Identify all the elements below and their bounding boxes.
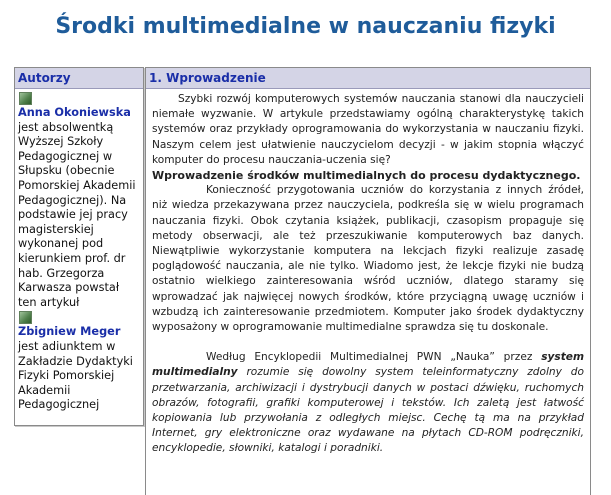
author-name-link[interactable]: Anna Okoniewska <box>18 106 131 119</box>
author-bio: jest absolwentką Wyższej Szkoły Pedagogicznej w Słupsku (obecnie Pomorskiej Akademii Pedagogicznej). Na podstawie jej pracy magisterskiej wykonanej pod kierunkiem prof. dr hab. Grzegorza Karwasza powstał ten artykuł <box>18 120 136 309</box>
definition-term: system multimedialny <box>152 351 584 379</box>
authors-header: Autorzy <box>15 68 143 89</box>
author-name-link[interactable]: Zbigniew Meger <box>18 325 121 339</box>
authors-panel <box>14 67 144 426</box>
intro-paragraph: Szybki rozwój komputerowych systemów nauczania stanowi dla nauczycieli niemałe wyzwanie. W artykule przedstawiamy ogólną charakterystykę takich systemów oraz przykłady oprogramowania do wykorzystania w nauczaniu fizyki. Naszym celem jest ułatwienie nauczycielom decyzji - w jakim stopnia włączyć komputer do procesu nauczania-uczenia się? <box>152 93 584 166</box>
definition-text: rozumie się dowolny system teleinformatyczny zdolny do przetwarzania, archiwizacji i dystrybucji danych w postaci dźwięku, ruchomych obrazów, fotografii, grafiki komputerowej i tekstów. Ich zaletą jest łatwość kopiowania lub przywołania z odległych miejsc. Cechę tą ma na przykład Internet, gry elektroniczne oraz wydawane na płytach CD-ROM podręczniki, encyklopedie, słowniki, katalogi i poradniki. <box>152 366 584 455</box>
author-bio: jest adiunktem w Zakładzie Dydaktyki Fizyki Pomorskiej Akademii Pedagogicznej <box>18 339 133 412</box>
intro-content <box>146 89 590 457</box>
author-entry <box>18 92 140 310</box>
page-right-edge <box>591 67 611 495</box>
author-photo-icon[interactable] <box>19 311 32 324</box>
body-paragraph: Konieczność przygotowania uczniów do korzystania z innych źródeł, niż wiedza przekazywana przez nauczyciela, podkreśla się w wielu programach nauczania fizyki. Obok czytania książek, publikacji, czasopism propaguje się metody obserwacji, ale też przeszukiwanie komputerowych baz danych. Niewątpliwie wykorzystanie komputera na lekcjach fizyki realizuje zasadę poglądowość nauczania, ale nie tylko. Wiadomo jest, że lekcje fizyki nie budzą ostatnio wielkiego zainteresowania wśród uczniów, dlatego staramy się wprowadzać jak najwięcej nowych środków, które przyciągną uwagę uczniów i wzbudzą ich zainteresowanie przedmiotem. Komputer jako środek dydaktyczny wyposażony w oprogramowanie multimedialne sprawdza się tu doskonale. <box>152 184 584 334</box>
intro-header: 1. Wprowadzenie <box>146 68 590 89</box>
authors-list <box>15 89 143 413</box>
definition-paragraph <box>152 350 584 456</box>
section-subheading: Wprowadzenie środków multimedialnych do procesu dydaktycznego. <box>152 169 581 183</box>
intro-panel <box>145 67 591 495</box>
author-photo-icon[interactable] <box>19 92 32 105</box>
author-entry <box>18 311 140 413</box>
definition-lead: Według Encyklopedii Multimedialnej PWN „Nauka” przez <box>206 351 542 364</box>
page-title: Środki multimedialne w nauczaniu fizyki <box>55 14 556 39</box>
